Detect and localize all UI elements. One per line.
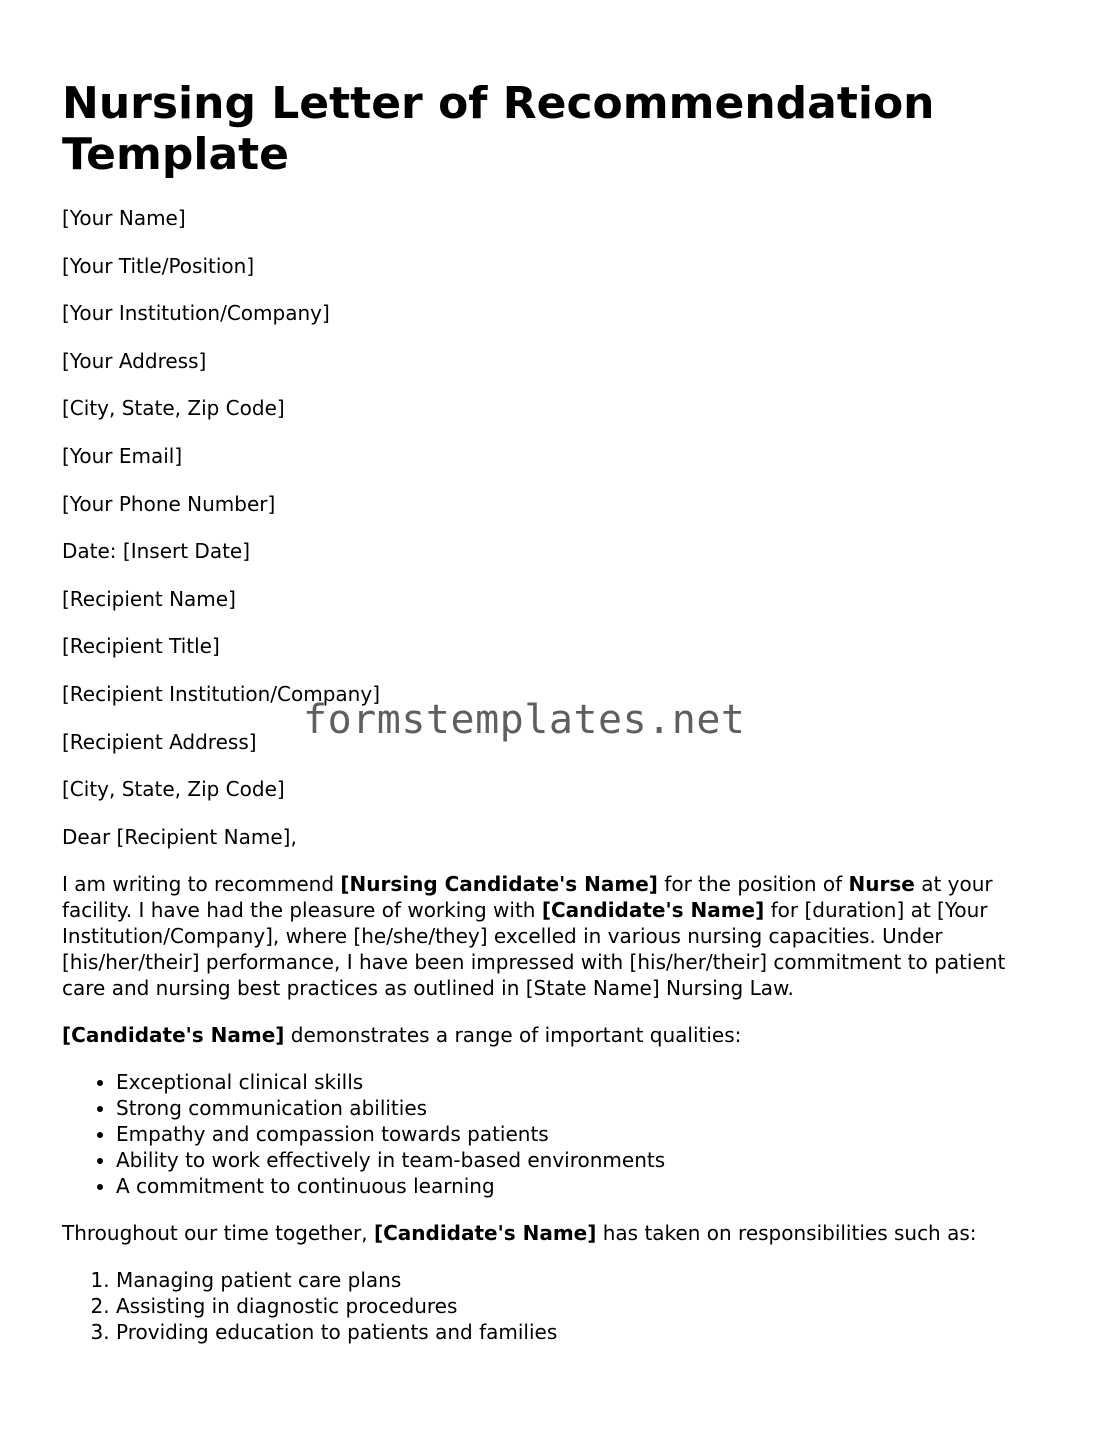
text-segment: Throughout our time together, [62,1221,374,1246]
responsibilities-list [62,1267,1052,1345]
list-item: 3. Providing education to patients and families [116,1319,1052,1345]
text-segment: at your facility. I have had the pleasure of working with [62,872,993,923]
watermark: formstemplates.net [303,697,746,743]
sender-address: [Your Address] [62,348,207,373]
page-title: Nursing Letter of Recommendation Template [62,78,935,180]
recipient-city-state-zip: [City, State, Zip Code] [62,777,285,802]
sender-email: [Your Email] [62,443,183,468]
qualities-list [62,1069,1052,1199]
text-segment: for the position of [657,872,849,897]
bold-candidate-name: [Candidate's Name] [541,898,765,923]
list-item: • Strong communication abilities [116,1095,1052,1121]
sender-name: [Your Name] [62,206,186,230]
list-item: 1. Managing patient care plans [116,1267,1052,1293]
recipient-address: [Recipient Address] [62,729,257,754]
text-segment: has taken on responsibilities such as: [596,1221,977,1246]
bold-candidate-name: [Candidate's Name] [62,1023,285,1048]
paragraph-qualities-intro [62,1022,1052,1048]
list-item: • Exceptional clinical skills [116,1069,1052,1095]
bold-candidate-name: [Nursing Candidate's Name] [340,872,658,897]
sender-title: [Your Title/Position] [62,253,255,278]
list-item: • Ability to work effectively in team-based environments [116,1147,1052,1173]
sender-city-state-zip: [City, State, Zip Code] [62,396,285,421]
salutation: Dear [Recipient Name], [62,824,297,849]
recipient-institution: [Recipient Institution/Company] [62,681,380,706]
list-item: • Empathy and compassion towards patients [116,1121,1052,1147]
recipient-title: [Recipient Title] [62,634,220,659]
letter-date: Date: [Insert Date] [62,539,251,564]
list-item: • A commitment to continuous learning [116,1173,1052,1199]
list-item: 2. Assisting in diagnostic procedures [116,1293,1052,1319]
bold-candidate-name: [Candidate's Name] [373,1221,597,1246]
letter-document [62,78,1052,1366]
sender-institution: [Your Institution/Company] [62,301,330,326]
paragraph-recommendation [62,871,1052,1001]
text-segment: demonstrates a range of important qualities: [284,1023,742,1048]
letter-header [62,205,1052,850]
recipient-name: [Recipient Name] [62,586,236,611]
text-segment: I am writing to recommend [62,872,341,897]
paragraph-responsibilities-intro [62,1220,1052,1246]
text-segment: for [duration] at [Your Institution/Company], where [he/she/they] excelled in various nursing capacities. Under [his/her/their] performance, I have been impressed with [his/her/their] commitment to patient care and nursing best practices as outlined in [State Name] Nursing Law. [62,898,1006,1001]
sender-phone: [Your Phone Number] [62,491,276,516]
bold-position: Nurse [848,872,915,897]
